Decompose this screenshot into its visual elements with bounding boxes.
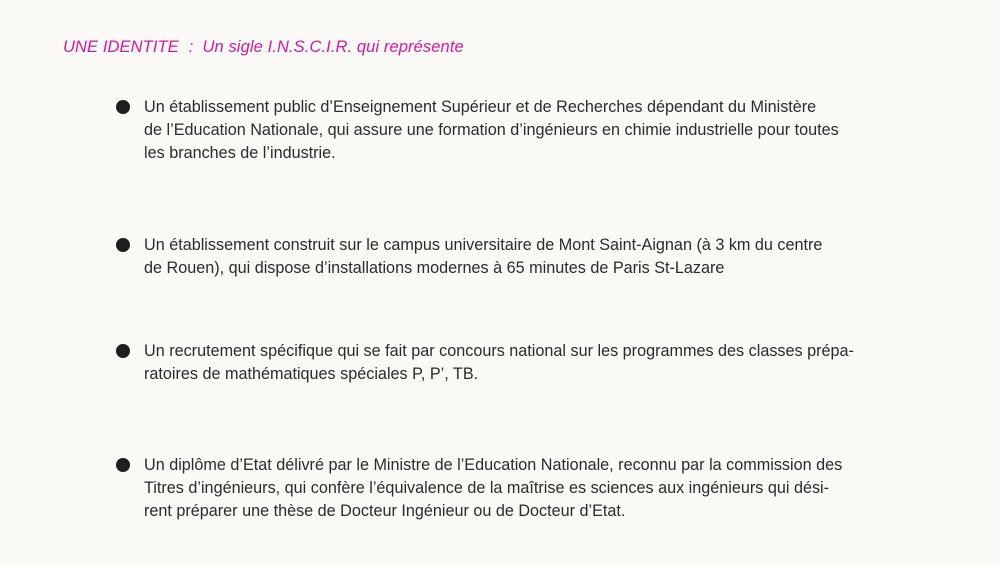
text-line: Un recrutement spécifique qui se fait par concours national sur les programmes des classes prépa- [144, 342, 854, 360]
bullet-item-state-diploma [116, 454, 926, 523]
heading-label: UNE IDENTITE [63, 38, 179, 56]
bullet-item-campus [116, 234, 926, 280]
text-line: Un établissement public d’Enseignement Supérieur et de Recherches dépendant du Ministère [144, 98, 817, 116]
bullet-item-text [144, 454, 926, 523]
bullet-item-text [144, 340, 926, 386]
bullet-dot-icon [116, 344, 130, 358]
bullet-dot-icon [116, 100, 130, 114]
bullet-dot-icon [116, 238, 130, 252]
bullet-dot-icon [116, 458, 130, 472]
bullet-item-public-institution [116, 96, 926, 165]
text-line: Un diplôme d’Etat délivré par le Ministre de l’Education Nationale, reconnu par la commission des [144, 456, 843, 474]
heading-subtitle: Un sigle I.N.S.C.I.R. qui représente [202, 38, 464, 56]
section-heading [63, 38, 464, 57]
heading-separator: : [188, 38, 194, 56]
text-line: Titres d’ingénieurs, qui confère l’équivalence de la maîtrise es sciences aux ingénieurs qui dési- [144, 479, 830, 497]
text-line: de Rouen), qui dispose d’installations modernes à 65 minutes de Paris St-Lazare [144, 259, 725, 277]
text-line: les branches de l’industrie. [144, 144, 336, 162]
text-line: rent préparer une thèse de Docteur Ingénieur ou de Docteur d’Etat. [144, 502, 626, 520]
text-line: Un établissement construit sur le campus universitaire de Mont Saint-Aignan (à 3 km du centre [144, 236, 823, 254]
bullet-item-text [144, 234, 926, 280]
bullet-item-text [144, 96, 926, 165]
bullet-item-recruitment [116, 340, 926, 386]
text-line: ratoires de mathématiques spéciales P, P’, TB. [144, 365, 479, 383]
text-line: de l’Education Nationale, qui assure une formation d’ingénieurs en chimie industrielle pour toutes [144, 121, 839, 139]
